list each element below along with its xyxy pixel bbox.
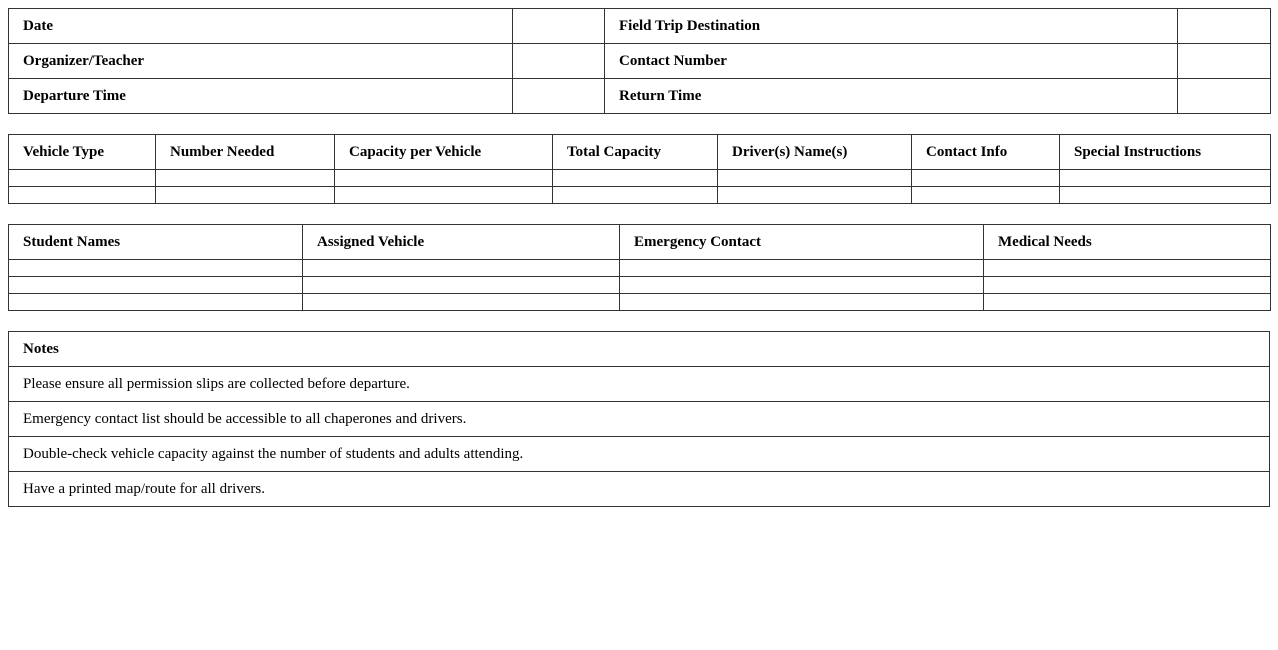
header-total-capacity: Total Capacity — [553, 135, 718, 170]
note-row — [9, 402, 1270, 437]
return-time-label: Return Time — [605, 79, 1178, 114]
table-cell[interactable] — [9, 294, 303, 311]
table-cell[interactable] — [1060, 187, 1271, 204]
notes-header: Notes — [9, 332, 1270, 367]
header-student-names: Student Names — [9, 225, 303, 260]
table-cell[interactable] — [335, 187, 553, 204]
table-cell[interactable] — [553, 187, 718, 204]
note-item: Have a printed map/route for all drivers. — [9, 472, 1270, 507]
table-cell[interactable] — [156, 187, 335, 204]
note-item: Double-check vehicle capacity against the number of students and adults attending. — [9, 437, 1270, 472]
departure-time-label: Departure Time — [9, 79, 513, 114]
table-cell[interactable] — [1060, 170, 1271, 187]
table-cell[interactable] — [9, 187, 156, 204]
note-row — [9, 472, 1270, 507]
table-cell[interactable] — [9, 260, 303, 277]
table-cell[interactable] — [335, 170, 553, 187]
table-cell[interactable] — [303, 277, 620, 294]
note-row — [9, 367, 1270, 402]
table-cell[interactable] — [984, 260, 1271, 277]
table-cell[interactable] — [620, 277, 984, 294]
header-assigned-vehicle: Assigned Vehicle — [303, 225, 620, 260]
table-row — [9, 260, 1271, 277]
departure-time-value[interactable] — [513, 79, 605, 114]
header-medical-needs: Medical Needs — [984, 225, 1271, 260]
table-cell[interactable] — [912, 170, 1060, 187]
header-driver-names: Driver(s) Name(s) — [718, 135, 912, 170]
destination-value[interactable] — [1178, 9, 1271, 44]
vehicle-table — [8, 134, 1271, 204]
table-row — [9, 277, 1271, 294]
contact-number-label: Contact Number — [605, 44, 1178, 79]
header-vehicle-type: Vehicle Type — [9, 135, 156, 170]
header-emergency-contact: Emergency Contact — [620, 225, 984, 260]
trip-info-table — [8, 8, 1271, 114]
header-number-needed: Number Needed — [156, 135, 335, 170]
table-cell[interactable] — [984, 277, 1271, 294]
table-cell[interactable] — [9, 170, 156, 187]
vehicle-header-row — [9, 135, 1271, 170]
organizer-label: Organizer/Teacher — [9, 44, 513, 79]
table-cell[interactable] — [620, 260, 984, 277]
table-row — [9, 294, 1271, 311]
table-cell[interactable] — [718, 170, 912, 187]
table-cell[interactable] — [553, 170, 718, 187]
note-item: Please ensure all permission slips are collected before departure. — [9, 367, 1270, 402]
date-value[interactable] — [513, 9, 605, 44]
note-item: Emergency contact list should be accessible to all chaperones and drivers. — [9, 402, 1270, 437]
table-row — [9, 187, 1271, 204]
table-row — [9, 170, 1271, 187]
destination-label: Field Trip Destination — [605, 9, 1178, 44]
table-cell[interactable] — [303, 294, 620, 311]
student-table — [8, 224, 1271, 311]
info-row-departure — [9, 79, 1271, 114]
info-row-date — [9, 9, 1271, 44]
notes-table — [8, 331, 1270, 507]
organizer-value[interactable] — [513, 44, 605, 79]
header-capacity-per-vehicle: Capacity per Vehicle — [335, 135, 553, 170]
table-cell[interactable] — [9, 277, 303, 294]
info-row-organizer — [9, 44, 1271, 79]
notes-header-row — [9, 332, 1270, 367]
contact-number-value[interactable] — [1178, 44, 1271, 79]
table-cell[interactable] — [156, 170, 335, 187]
return-time-value[interactable] — [1178, 79, 1271, 114]
table-cell[interactable] — [718, 187, 912, 204]
note-row — [9, 437, 1270, 472]
date-label: Date — [9, 9, 513, 44]
header-special-instructions: Special Instructions — [1060, 135, 1271, 170]
header-contact-info: Contact Info — [912, 135, 1060, 170]
table-cell[interactable] — [984, 294, 1271, 311]
student-header-row — [9, 225, 1271, 260]
table-cell[interactable] — [303, 260, 620, 277]
table-cell[interactable] — [912, 187, 1060, 204]
table-cell[interactable] — [620, 294, 984, 311]
